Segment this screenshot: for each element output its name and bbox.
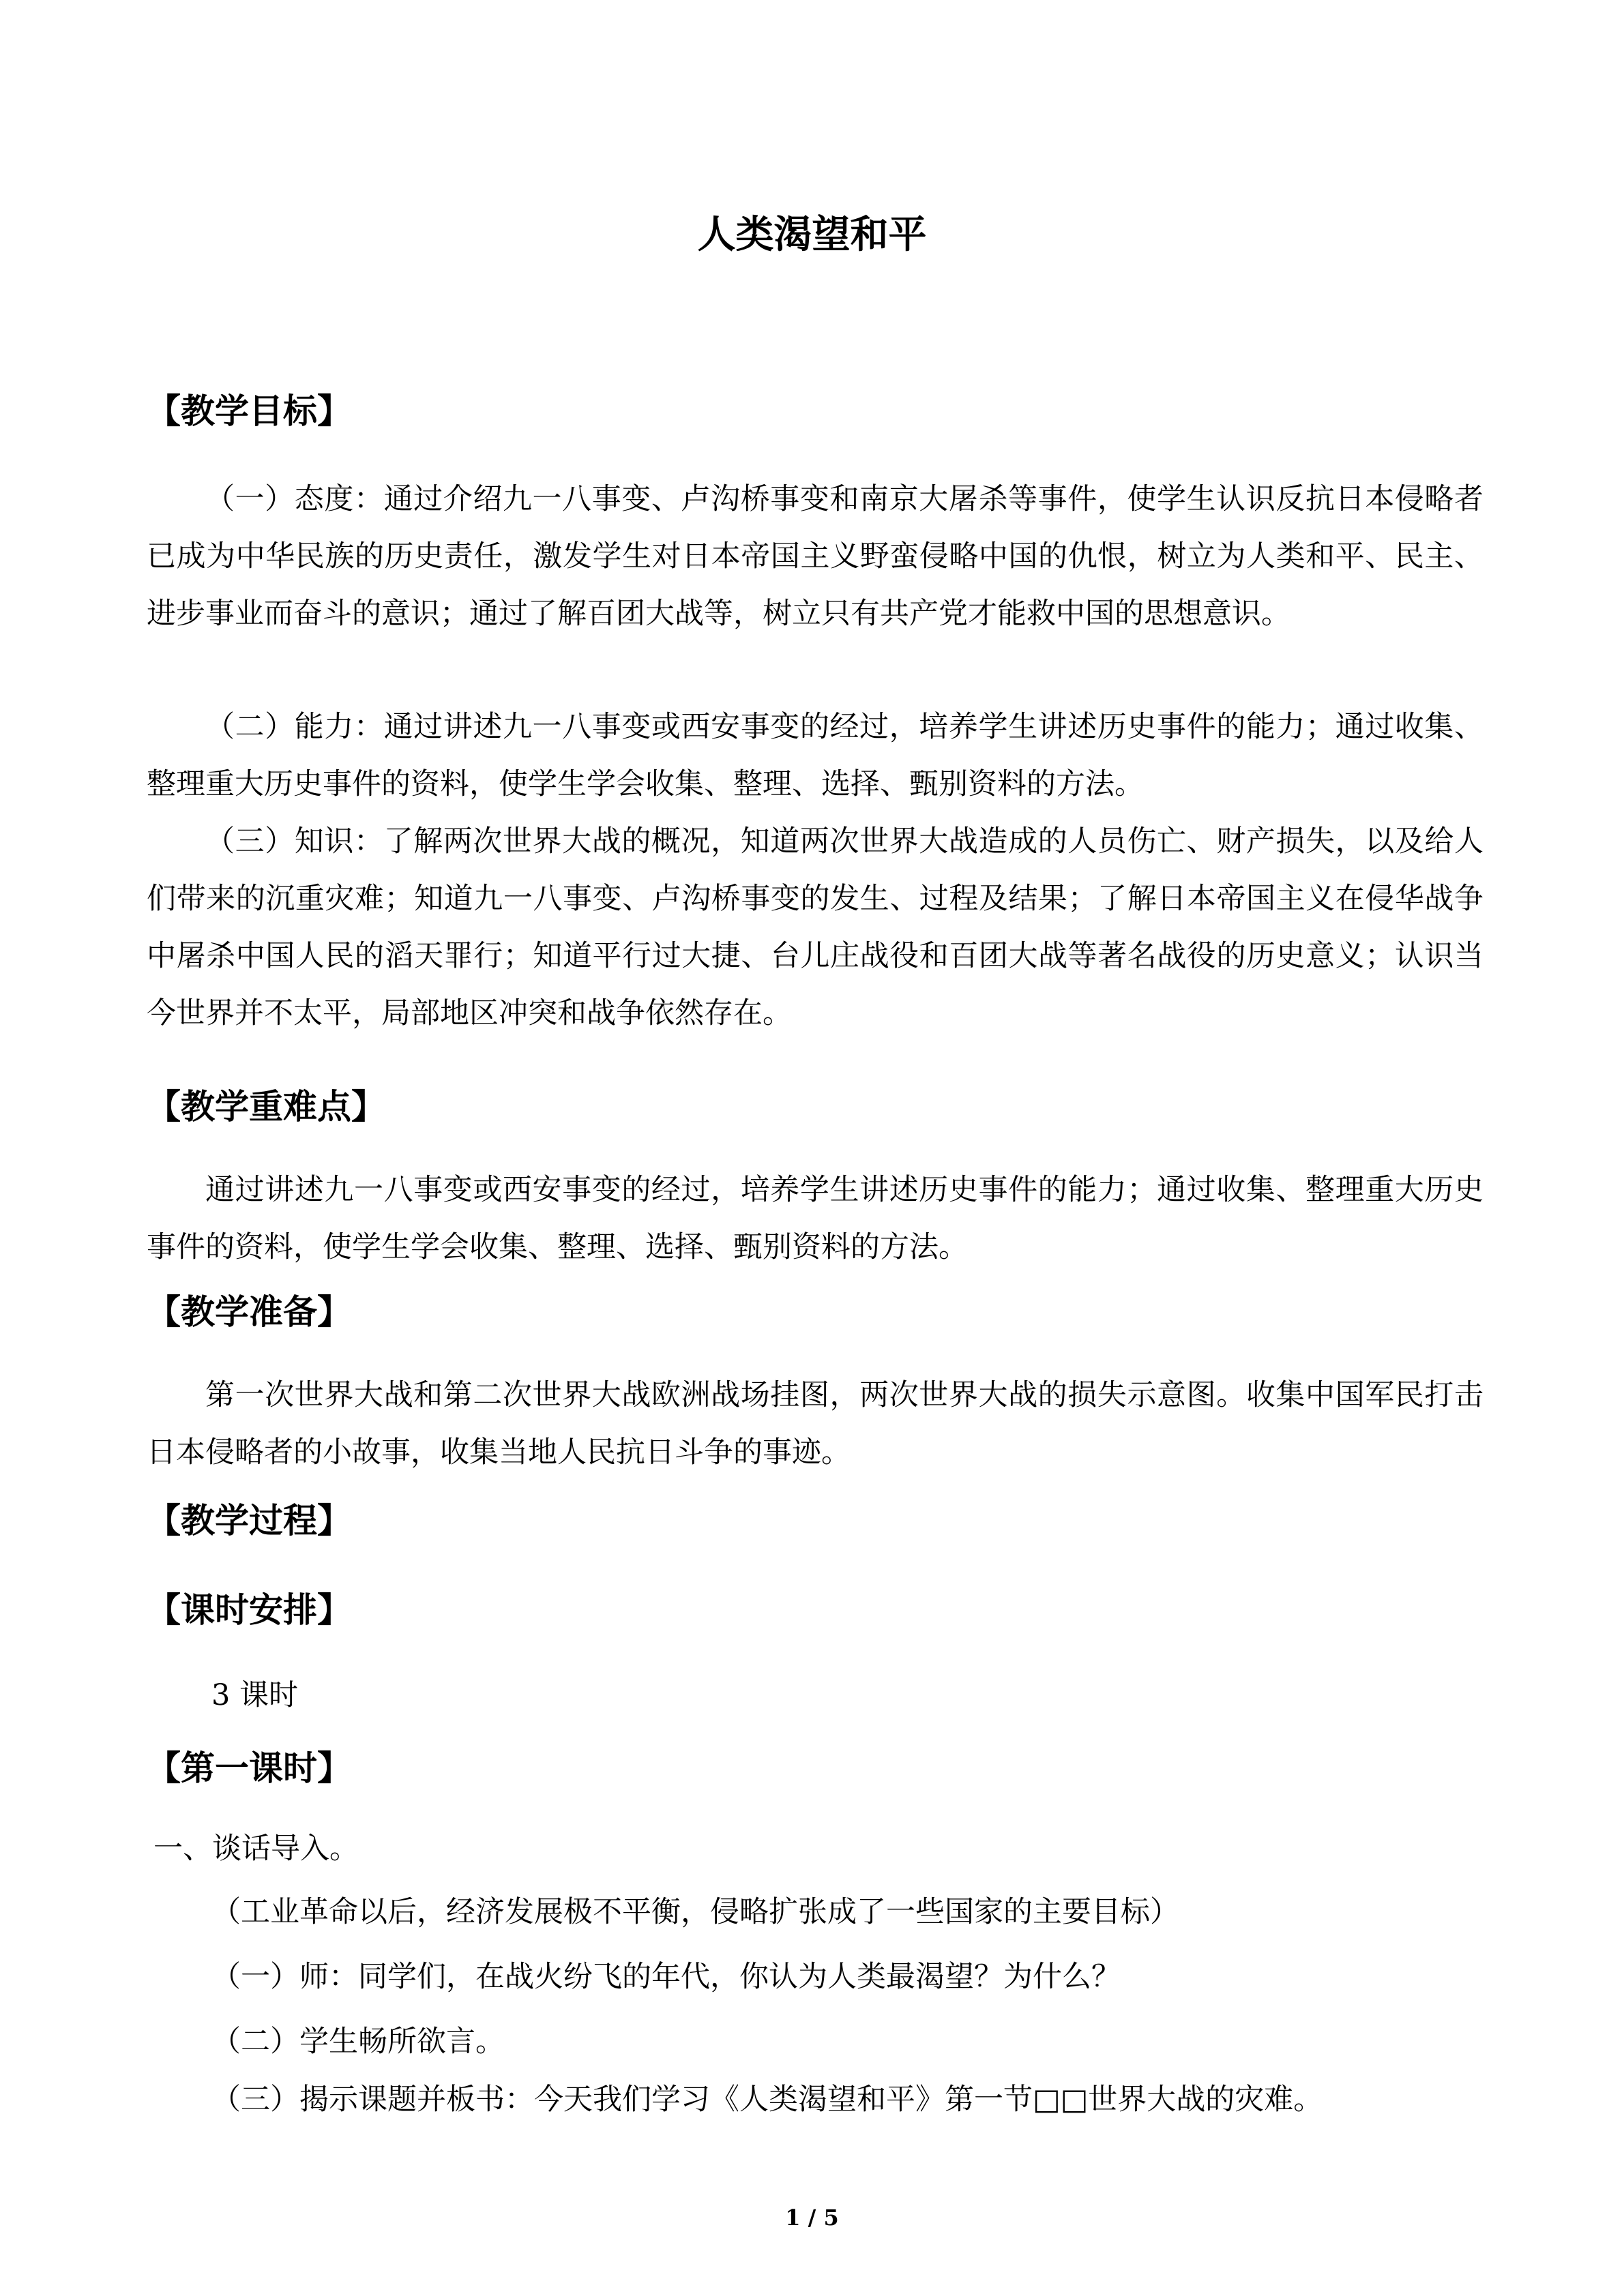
heading-key-points: 【教学重难点】 (147, 1087, 385, 1127)
lesson-one-line: （一）师：同学们，在战火纷飞的年代，你认为人类最渴望？为什么？ (211, 1960, 1121, 1994)
heading-process: 【教学过程】 (147, 1501, 351, 1540)
lesson-one-line: （二）学生畅所欲言。 (211, 2025, 505, 2059)
preparation-paragraph: 第一次世界大战和第二次世界大战欧洲战场挂图，两次世界大战的损失示意图。收集中国军民打击日本侵略者的小故事，收集当地人民抗日斗争的事迹。 (147, 1378, 1483, 1470)
lesson-one-step-title: 一、谈话导入。 (153, 1832, 359, 1866)
page-number: 1 / 5 (785, 2205, 839, 2231)
heading-lesson-one: 【第一课时】 (147, 1748, 351, 1788)
objective-attitude-paragraph: （一）态度：通过介绍九一八事变、卢沟桥事变和南京大屠杀等事件，使学生认识反抗日本侵略者已成为中华民族的历史责任，激发学生对日本帝国主义野蛮侵略中国的仇恨，树立为人类和平、民主、进步事业而奋斗的意识；通过了解百团大战等，树立只有共产党才能救中国的思想意识。 (147, 482, 1483, 631)
objective-ability-paragraph: （二）能力：通过讲述九一八事变或西安事变的经过，培养学生讲述历史事件的能力；通过收集、整理重大历史事件的资料，使学生学会收集、整理、选择、甄别资料的方法。 (147, 710, 1483, 801)
schedule-text: 3 课时 (211, 1678, 299, 1712)
heading-schedule: 【课时安排】 (147, 1590, 351, 1630)
lesson-one-line: （工业革命以后，经济发展极不平衡，侵略扩张成了一些国家的主要目标） (211, 1895, 1179, 1929)
heading-objectives: 【教学目标】 (147, 391, 351, 431)
heading-preparation: 【教学准备】 (147, 1292, 351, 1332)
lesson-one-line: （三）揭示课题并板书：今天我们学习《人类渴望和平》第一节□□世界大战的灾难。 (211, 2083, 1323, 2117)
objective-knowledge-paragraph: （三）知识：了解两次世界大战的概况，知道两次世界大战造成的人员伤亡、财产损失，以及给人们带来的沉重灾难；知道九一八事变、卢沟桥事变的发生、过程及结果；了解日本帝国主义在侵华战争中屠杀中国人民的滔天罪行；知道平行过大捷、台儿庄战役和百团大战等著名战役的历史意义；认识当今世界并不太平，局部地区冲突和战争依然存在。 (147, 824, 1483, 1030)
document-title: 人类渴望和平 (697, 213, 927, 257)
key-points-paragraph: 通过讲述九一八事变或西安事变的经过，培养学生讲述历史事件的能力；通过收集、整理重大历史事件的资料，使学生学会收集、整理、选择、甄别资料的方法。 (147, 1173, 1483, 1264)
